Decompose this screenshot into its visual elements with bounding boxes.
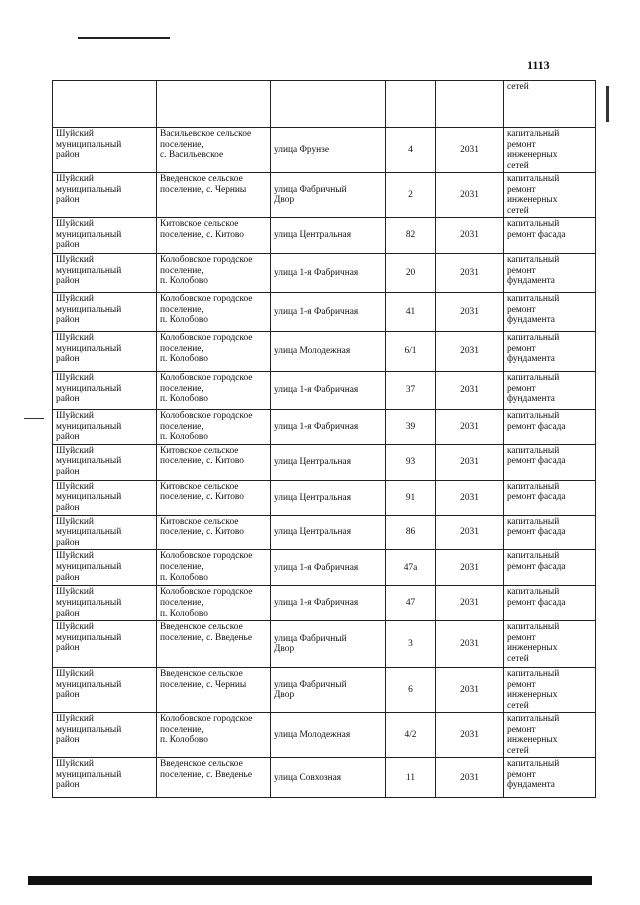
house-number-cell: 93 (386, 444, 436, 480)
district-cell: Шуйский муниципальный район (53, 444, 157, 480)
table-row (53, 128, 596, 173)
house-number-cell: 4 (386, 128, 436, 173)
street-cell: улица 1-я Фабричная (271, 254, 386, 293)
year-cell: 2031 (436, 128, 504, 173)
page-number: 1113 (527, 58, 550, 72)
work-type-cell: капитальный ремонт фасада (504, 480, 596, 515)
street-cell: улица Центральная (271, 218, 386, 254)
year-cell: 2031 (436, 758, 504, 798)
work-type-cell: капитальный ремонт фасада (504, 410, 596, 445)
work-type-cell: капитальный ремонт фасада (504, 515, 596, 550)
street-cell: улица Фрунзе (271, 128, 386, 173)
table-row (53, 293, 596, 332)
street-cell: улица Молодежная (271, 332, 386, 372)
street-cell: улица 1-я Фабричная (271, 586, 386, 621)
table-row (53, 480, 596, 515)
district-cell: Шуйский муниципальный район (53, 586, 157, 621)
house-number-cell: 4/2 (386, 713, 436, 758)
table-row (53, 81, 596, 128)
table-row (53, 668, 596, 713)
house-number-cell: 41 (386, 293, 436, 332)
year-cell: 2031 (436, 668, 504, 713)
district-cell: Шуйский муниципальный район (53, 254, 157, 293)
work-type-cell: капитальный ремонт инженерных сетей (504, 128, 596, 173)
work-type-cell: капитальный ремонт фундамента (504, 254, 596, 293)
settlement-cell: Китовское сельское поселение, с. Китово (157, 515, 271, 550)
work-type-cell: капитальный ремонт фундамента (504, 332, 596, 372)
repair-schedule-table (52, 80, 596, 798)
table-row (53, 372, 596, 410)
year-cell: 2031 (436, 372, 504, 410)
house-number-cell: 3 (386, 621, 436, 668)
table-row (53, 713, 596, 758)
district-cell: Шуйский муниципальный район (53, 372, 157, 410)
house-number-cell: 86 (386, 515, 436, 550)
district-cell: Шуйский муниципальный район (53, 332, 157, 372)
work-type-cell: капитальный ремонт фасада (504, 444, 596, 480)
work-type-cell: капитальный ремонт фасада (504, 586, 596, 621)
street-cell: улица Фабричный Двор (271, 668, 386, 713)
settlement-cell: Колобовское городское поселение, п. Колобово (157, 293, 271, 332)
street-cell: улица Центральная (271, 515, 386, 550)
house-number-cell: 6/1 (386, 332, 436, 372)
settlement-cell: Колобовское городское поселение, п. Колобово (157, 410, 271, 445)
year-cell: 2031 (436, 332, 504, 372)
settlement-cell: Китовское сельское поселение, с. Китово (157, 480, 271, 515)
street-cell: улица Совхозная (271, 758, 386, 798)
district-cell: Шуйский муниципальный район (53, 293, 157, 332)
work-type-cell: капитальный ремонт фасада (504, 550, 596, 586)
house-number-cell: 11 (386, 758, 436, 798)
district-cell: Шуйский муниципальный район (53, 668, 157, 713)
district-cell: Шуйский муниципальный район (53, 621, 157, 668)
table-row (53, 444, 596, 480)
year-cell: 2031 (436, 293, 504, 332)
street-cell: улица Центральная (271, 480, 386, 515)
year-cell: 2031 (436, 515, 504, 550)
district-cell: Шуйский муниципальный район (53, 218, 157, 254)
house-number-cell (386, 81, 436, 128)
year-cell: 2031 (436, 621, 504, 668)
settlement-cell: Колобовское городское поселение, п. Колобово (157, 586, 271, 621)
table-row (53, 332, 596, 372)
house-number-cell: 20 (386, 254, 436, 293)
district-cell (53, 81, 157, 128)
settlement-cell: Колобовское городское поселение, п. Колобово (157, 332, 271, 372)
table-row (53, 550, 596, 586)
margin-mark (24, 418, 44, 419)
settlement-cell: Колобовское городское поселение, п. Колобово (157, 254, 271, 293)
table-row (53, 218, 596, 254)
settlement-cell: Введенское сельское поселение, с. Введенье (157, 758, 271, 798)
settlement-cell: Колобовское городское поселение, п. Колобово (157, 372, 271, 410)
house-number-cell: 47а (386, 550, 436, 586)
house-number-cell: 47 (386, 586, 436, 621)
table-row (53, 410, 596, 445)
work-type-cell: капитальный ремонт фундамента (504, 372, 596, 410)
district-cell: Шуйский муниципальный район (53, 480, 157, 515)
table-body (53, 81, 596, 798)
house-number-cell: 82 (386, 218, 436, 254)
year-cell: 2031 (436, 586, 504, 621)
district-cell: Шуйский муниципальный район (53, 515, 157, 550)
district-cell: Шуйский муниципальный район (53, 758, 157, 798)
work-type-cell: капитальный ремонт фундамента (504, 758, 596, 798)
street-cell: улица Фабричный Двор (271, 621, 386, 668)
year-cell (436, 81, 504, 128)
work-type-cell: капитальный ремонт инженерных сетей (504, 668, 596, 713)
district-cell: Шуйский муниципальный район (53, 410, 157, 445)
house-number-cell: 2 (386, 173, 436, 218)
house-number-cell: 39 (386, 410, 436, 445)
settlement-cell: Введенское сельское поселение, с. Введенье (157, 621, 271, 668)
table-row (53, 621, 596, 668)
year-cell: 2031 (436, 410, 504, 445)
district-cell: Шуйский муниципальный район (53, 713, 157, 758)
street-cell: улица Центральная (271, 444, 386, 480)
street-cell: улица Молодежная (271, 713, 386, 758)
work-type-cell: капитальный ремонт фундамента (504, 293, 596, 332)
settlement-cell: Китовское сельское поселение, с. Китово (157, 218, 271, 254)
street-cell (271, 81, 386, 128)
district-cell: Шуйский муниципальный район (53, 173, 157, 218)
work-type-cell: капитальный ремонт инженерных сетей (504, 173, 596, 218)
settlement-cell: Китовское сельское поселение, с. Китово (157, 444, 271, 480)
settlement-cell: Введенское сельское поселение, с. Черниы (157, 668, 271, 713)
table-row (53, 173, 596, 218)
street-cell: улица 1-я Фабричная (271, 293, 386, 332)
binding-mark (606, 86, 609, 122)
year-cell: 2031 (436, 713, 504, 758)
house-number-cell: 6 (386, 668, 436, 713)
year-cell: 2031 (436, 218, 504, 254)
bottom-rule (28, 876, 592, 885)
street-cell: улица 1-я Фабричная (271, 550, 386, 586)
year-cell: 2031 (436, 480, 504, 515)
work-type-cell: сетей (504, 81, 596, 128)
table-row (53, 254, 596, 293)
district-cell: Шуйский муниципальный район (53, 550, 157, 586)
street-cell: улица Фабричный Двор (271, 173, 386, 218)
settlement-cell: Введенское сельское поселение, с. Черниы (157, 173, 271, 218)
settlement-cell: Васильевское сельское поселение, с. Васильевское (157, 128, 271, 173)
year-cell: 2031 (436, 550, 504, 586)
top-rule (78, 37, 170, 39)
table-row (53, 758, 596, 798)
work-type-cell: капитальный ремонт инженерных сетей (504, 713, 596, 758)
year-cell: 2031 (436, 254, 504, 293)
work-type-cell: капитальный ремонт фасада (504, 218, 596, 254)
house-number-cell: 37 (386, 372, 436, 410)
work-type-cell: капитальный ремонт инженерных сетей (504, 621, 596, 668)
house-number-cell: 91 (386, 480, 436, 515)
settlement-cell: Колобовское городское поселение, п. Колобово (157, 713, 271, 758)
settlement-cell: Колобовское городское поселение, п. Колобово (157, 550, 271, 586)
table-row (53, 515, 596, 550)
street-cell: улица 1-я Фабричная (271, 410, 386, 445)
year-cell: 2031 (436, 444, 504, 480)
year-cell: 2031 (436, 173, 504, 218)
table-row (53, 586, 596, 621)
district-cell: Шуйский муниципальный район (53, 128, 157, 173)
settlement-cell (157, 81, 271, 128)
street-cell: улица 1-я Фабричная (271, 372, 386, 410)
